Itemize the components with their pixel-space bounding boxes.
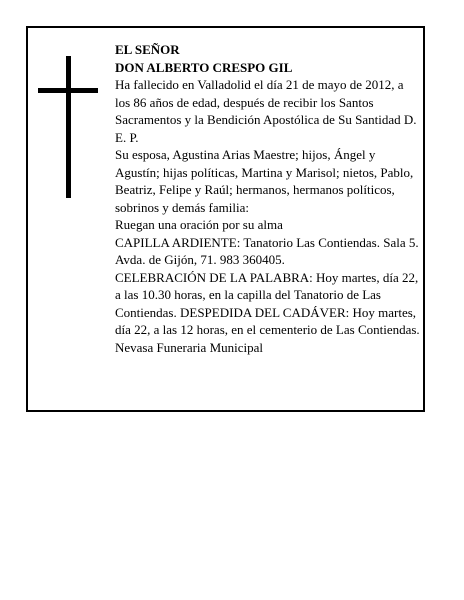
deceased-name: DON ALBERTO CRESPO GIL	[115, 59, 293, 75]
cross-horizontal-bar	[38, 88, 98, 93]
death-announcement: Ha fallecido en Valladolid el día 21 de mayo de 2012, a los 86 años de edad, después de recibir los Santos Sacramentos y la Bendición Apostólica de Su Santidad D. E. P.	[115, 77, 417, 145]
deceased-honorific: EL SEÑOR	[115, 42, 180, 57]
ceremony-info: CELEBRACIÓN DE LA PALABRA: Hoy martes, día 22, a las 10.30 horas, en la capilla del Tanatorio de Las Contiendas. DESPEDIDA DEL CADÁVER: Hoy martes, día 22, a las 12 horas, en el cementerio de Las Contiendas.	[115, 269, 420, 337]
cross-vertical-bar	[66, 56, 71, 198]
prayer-request: Ruegan una oración por su alma	[115, 217, 283, 232]
notice-body	[115, 41, 421, 356]
cross-icon	[38, 56, 98, 198]
family-list: Su esposa, Agustina Arias Maestre; hijos, Ángel y Agustín; hijas políticas, Martina y Marisol; nietos, Pablo, Beatriz, Felipe y Raúl; hermanos, hermanos políticos, sobrinos y demás familia:	[115, 147, 414, 215]
funeral-home: Nevasa Funeraria Municipal	[115, 339, 264, 355]
obituary-notice	[26, 26, 425, 412]
chapel-info: CAPILLA ARDIENTE: Tanatorio Las Contiendas. Sala 5. Avda. de Gijón, 71. 983 360405.	[115, 234, 419, 267]
